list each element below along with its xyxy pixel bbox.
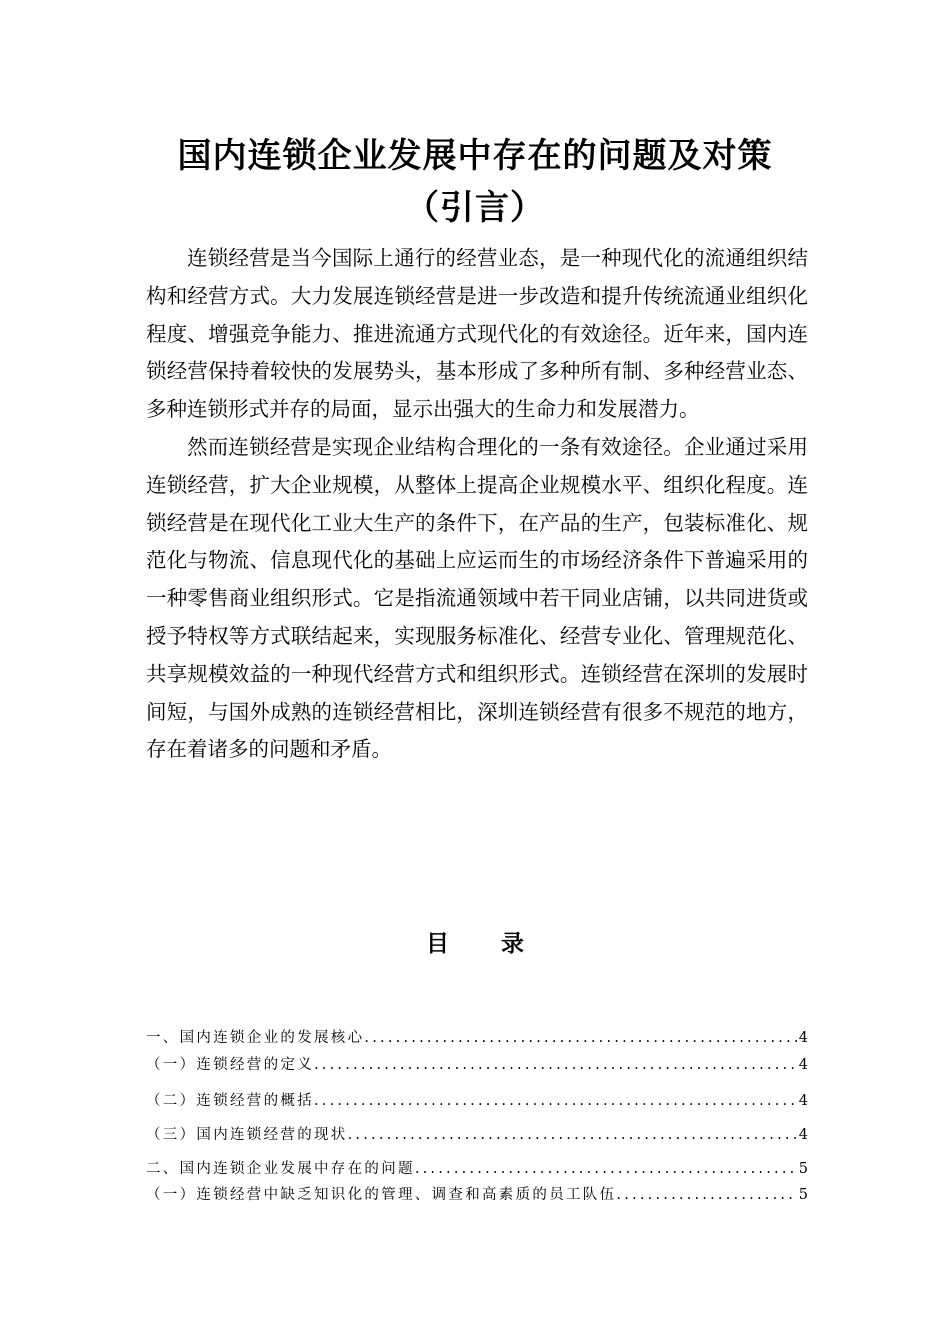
document-subtitle: （引言） bbox=[405, 188, 545, 228]
toc-entry-page: 4 bbox=[798, 1030, 808, 1046]
toc-entry-page: 4 bbox=[798, 1127, 808, 1143]
toc-leader-dots bbox=[364, 1030, 796, 1046]
paragraph: 然而连锁经营是实现企业结构合理化的一条有效途径。企业通过采用连锁经营，扩大企业规模，从整体上提高企业规模水平、组织化程度。连锁经营是在现代化工业大生产的条件下，在产品的生产，包装标准化、规范化与物流、信息现代化的基础上应运而生的市场经济条件下普遍采用的一种零售商业组织形式。它是指流通领域中若干同业店铺，以共同进货或授予特权等方式联结起来，实现服务标准化、经营专业化、管理规范化、共享规模效益的一种现代经营方式和组织形式。连锁经营在深圳的发展时间短，与国外成熟的连锁经营相比，深圳连锁经营有很多不规范的地方，存在着诸多的问题和矛盾。 bbox=[146, 434, 808, 762]
toc-heading bbox=[0, 925, 950, 958]
introduction-body bbox=[146, 240, 808, 769]
toc-entry-label: （三）国内连锁经营的现状 bbox=[146, 1127, 348, 1143]
toc-entry[interactable] bbox=[146, 1183, 808, 1204]
toc-entry[interactable] bbox=[146, 1089, 808, 1110]
toc-entry[interactable] bbox=[146, 1123, 808, 1144]
toc-entry-label: （二）连锁经营的概括 bbox=[146, 1093, 314, 1109]
toc-entry-page: 5 bbox=[798, 1161, 808, 1177]
toc-leader-dots bbox=[314, 1057, 797, 1073]
toc-entry-label: 二、国内连锁企业发展中存在的问题 bbox=[146, 1161, 415, 1177]
toc-entry-label: 一、国内连锁企业的发展核心 bbox=[146, 1030, 365, 1046]
toc-leader-dots bbox=[616, 1187, 796, 1203]
toc-heading-left: 目 bbox=[426, 931, 449, 957]
toc-entry-page: 4 bbox=[798, 1093, 808, 1109]
toc-leader-dots bbox=[314, 1093, 797, 1109]
toc-leader-dots bbox=[348, 1127, 797, 1143]
toc-entry[interactable] bbox=[146, 1157, 808, 1178]
toc-entry-label: （一）连锁经营中缺乏知识化的管理、调查和高素质的员工队伍 bbox=[146, 1187, 617, 1203]
toc-entry-label: （一）连锁经营的定义 bbox=[146, 1057, 314, 1073]
document-title: 国内连锁企业发展中存在的问题及对策 bbox=[177, 136, 773, 176]
toc-entry[interactable] bbox=[146, 1026, 808, 1047]
toc-entry-page: 5 bbox=[798, 1187, 808, 1203]
toc-entry[interactable] bbox=[146, 1053, 808, 1074]
toc-leader-dots bbox=[415, 1161, 797, 1177]
paragraph: 连锁经营是当今国际上通行的经营业态，是一种现代化的流通组织结构和经营方式。大力发展连锁经营是进一步改造和提升传统流通业组织化程度、增强竞争能力、推进流通方式现代化的有效途径。近年来，国内连锁经营保持着较快的发展势头，基本形成了多种所有制、多种经营业态、多种连锁形式并存的局面，显示出强大的生命力和发展潜力。 bbox=[146, 246, 808, 422]
toc-entry-page: 4 bbox=[798, 1057, 808, 1073]
toc-heading-right: 录 bbox=[501, 931, 524, 957]
